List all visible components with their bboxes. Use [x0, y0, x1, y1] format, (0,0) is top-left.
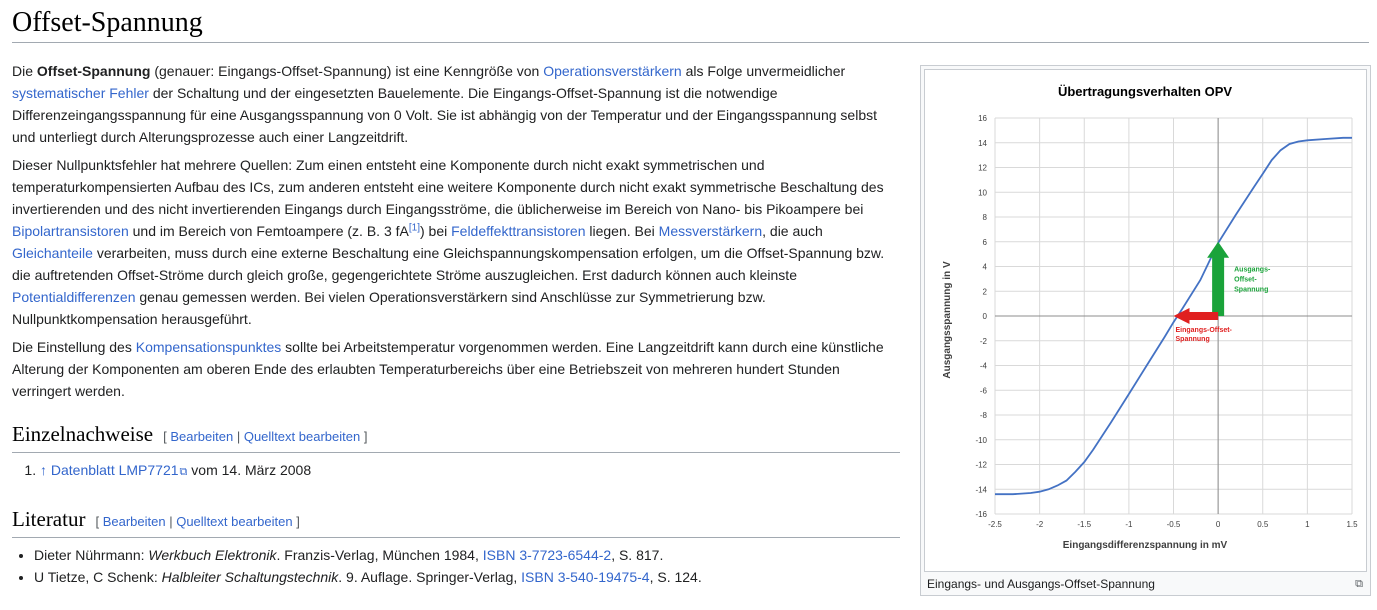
x-tick-labels	[988, 520, 1358, 529]
bold-term: Offset-Spannung	[36, 63, 151, 79]
backlink-arrow[interactable]: ↑	[40, 462, 47, 478]
x-tick-label: 0.5	[1257, 520, 1269, 529]
x-tick-label: 1	[1305, 520, 1310, 529]
text: (genauer: Eingangs-Offset-Spannung) ist eine Kenngröße von	[150, 63, 544, 79]
y-tick-label: -14	[975, 485, 987, 495]
bracket: [	[95, 514, 100, 529]
text: Die Einstellung des	[12, 339, 136, 355]
y-tick-label: 14	[978, 138, 987, 148]
isbn-link[interactable]: ISBN 3-540-19475-4	[521, 569, 650, 585]
external-link-icon: ⧉	[179, 466, 188, 478]
x-tick-label: -1.5	[1077, 520, 1092, 529]
chart-annotations	[1174, 242, 1271, 343]
x-tick-label: 1.5	[1346, 520, 1358, 529]
text: . Franzis-Verlag, München 1984,	[276, 547, 483, 563]
text: , S. 124.	[649, 569, 702, 585]
transfer-characteristic-chart	[925, 70, 1366, 571]
separator: |	[165, 514, 177, 529]
intro-paragraph-1	[12, 60, 900, 148]
link-datenblatt[interactable]: Datenblatt LMP7721	[50, 462, 179, 478]
bracket: ]	[296, 514, 300, 529]
x-tick-label: 0	[1215, 520, 1221, 529]
page-title: Offset-Spannung	[12, 5, 1369, 43]
article-content	[12, 60, 900, 588]
y-tick-labels	[975, 114, 987, 519]
text: als Folge unvermeidlicher	[681, 63, 846, 79]
link-bipolartransistoren[interactable]: Bipolartransistoren	[12, 223, 129, 239]
reference-link-1[interactable]: [1]	[408, 222, 420, 234]
intro-paragraph-2	[12, 154, 900, 330]
x-axis-label: Eingangsdifferenzspannung in mV	[1062, 540, 1228, 551]
x-tick-label: -2	[1036, 520, 1044, 529]
text: liegen. Bei	[585, 223, 659, 239]
y-axis-label: Ausgangsspannung in V	[942, 261, 953, 379]
link-messverstaerker[interactable]: Messverstärkern	[658, 223, 763, 239]
bracket: [	[163, 429, 167, 444]
link-potentialdifferenzen[interactable]: Potentialdifferenzen	[12, 289, 136, 305]
section-heading-literatur	[12, 505, 900, 538]
link-systematischer-fehler[interactable]: systematischer Fehler	[12, 85, 149, 101]
y-tick-label: -6	[979, 386, 987, 396]
figure-caption	[924, 572, 1367, 592]
text: der Schaltung und der eingesetzten Bauelemente. Die Eingangs-Offset-Spannung ist die notwendige Differenzeingangsspannung für eine Ausgangsspannung von 0 Volt. Sie ist abhängig von der Temperatur und der Eingangsspannung selbst und unterliegt durch Alterungsprozesse auch einer Langzeitdrift.	[12, 85, 877, 145]
edit-section-links	[163, 429, 367, 444]
work-title: Halbleiter Schaltungstechnik	[161, 569, 339, 585]
edit-link[interactable]: Bearbeiten	[170, 429, 234, 444]
section-title: Einzelnachweise	[12, 422, 154, 446]
isbn-link[interactable]: ISBN 3-7723-6544-2	[482, 547, 612, 563]
caption-text: Eingangs- und Ausgangs-Offset-Spannung	[927, 577, 1155, 591]
magnify-clip-icon[interactable]: ⧉	[1355, 578, 1363, 590]
text: , S. 817.	[611, 547, 664, 563]
link-kompensationspunkt[interactable]: Kompensationspunktes	[135, 339, 282, 355]
text: vom 14. März 2008	[187, 462, 312, 478]
text: U Tietze, C Schenk:	[34, 569, 162, 585]
annotation-label: Spannung	[1234, 286, 1269, 294]
annotation-label: Ausgangs-	[1234, 266, 1271, 274]
edit-link[interactable]: Bearbeiten	[102, 514, 166, 529]
y-tick-label: 8	[982, 213, 987, 222]
y-tick-label: -4	[979, 361, 987, 371]
annotation-label: Offset-	[1234, 276, 1257, 284]
y-tick-label: -10	[975, 435, 987, 445]
output-offset-arrow	[1207, 242, 1229, 316]
list-item	[34, 566, 900, 588]
y-tick-label: 0	[982, 312, 987, 321]
x-tick-label: -1	[1125, 520, 1133, 529]
text: ) bei	[419, 223, 452, 239]
link-gleichanteile[interactable]: Gleichanteile	[12, 245, 93, 261]
edit-source-link[interactable]: Quelltext bearbeiten	[176, 514, 293, 529]
y-tick-label: 6	[982, 237, 987, 247]
x-tick-label: -0.5	[1166, 520, 1181, 529]
text: , die auch	[762, 223, 823, 239]
section-title: Literatur	[12, 507, 86, 531]
y-tick-label: 2	[982, 287, 987, 297]
text: verarbeiten, muss durch eine externe Beschaltung eine Gleichspannungskompensation erfolgen, um die Offset-Spannung bzw. die auftretenden Offset-Ströme durch gleich große, gegengerichtete Ströme auszugleichen. Erst dadurch können auch kleinste	[12, 245, 885, 283]
link-feldeffekttransistoren[interactable]: Feldeffekttransistoren	[451, 223, 586, 239]
list-item	[34, 544, 900, 566]
text: genau gemessen werden. Bei vielen Operationsverstärkern sind Anschlüsse zur Symmetrierung bzw. Nullpunktkompensation herausgeführt.	[12, 289, 766, 327]
text: sollte bei Arbeitstemperatur vorgenommen werden. Eine Langzeitdrift kann durch eine künstliche Alterung der Komponenten am oberen Ende des erlaubten Temperaturbereichs über eine Betriebszeit von mehreren hundert Stunden verringert werden.	[12, 339, 884, 399]
intro-paragraph-3	[12, 336, 900, 402]
y-tick-label: -8	[979, 411, 987, 420]
y-tick-label: 10	[978, 188, 987, 198]
bracket: ]	[363, 429, 368, 444]
text: Dieser Nullpunktsfehler hat mehrere Quellen: Zum einen entsteht eine Komponente durch nicht exakt symmetrischen und temperaturkompensierten Aufbau des ICs, zum anderen entsteht eine weitere Komponente durch nicht exakt symmetrische Beschaltung des invertierenden und des nicht invertierenden Eingangs durch Eingangsströme, die üblicherweise im Bereich von Nano- bis Pikoampere bei	[12, 157, 884, 217]
chart-title: Übertragungsverhalten OPV	[1057, 84, 1233, 99]
y-tick-label: -16	[975, 510, 987, 519]
y-tick-label: 16	[978, 114, 987, 123]
edit-source-link[interactable]: Quelltext bearbeiten	[243, 429, 361, 444]
literature-list	[34, 544, 900, 588]
separator: |	[233, 429, 244, 444]
y-tick-label: 12	[978, 163, 987, 173]
text: . 9. Auflage. Springer-Verlag,	[338, 569, 522, 585]
text: und im Bereich von Femtoampere (z. B. 3 fA	[128, 223, 409, 239]
y-tick-label: -12	[975, 460, 987, 470]
references-list	[40, 459, 900, 483]
thumbnail-figure	[920, 65, 1371, 596]
y-tick-label: -2	[979, 336, 987, 346]
text: Die	[12, 63, 37, 79]
y-tick-label: 4	[982, 262, 987, 272]
annotation-label: Spannung	[1175, 336, 1210, 343]
work-title: Werkbuch Elektronik	[148, 547, 277, 563]
link-operationsverstaerker[interactable]: Operationsverstärkern	[543, 63, 682, 79]
list-item	[40, 459, 900, 483]
annotation-label: Eingangs-Offset-	[1175, 327, 1232, 334]
x-tick-label: -2.5	[988, 520, 1002, 529]
chart-image[interactable]	[924, 69, 1367, 572]
edit-section-links	[95, 514, 299, 529]
text: Dieter Nührmann:	[34, 547, 149, 563]
section-heading-einzelnachweise	[12, 420, 900, 453]
